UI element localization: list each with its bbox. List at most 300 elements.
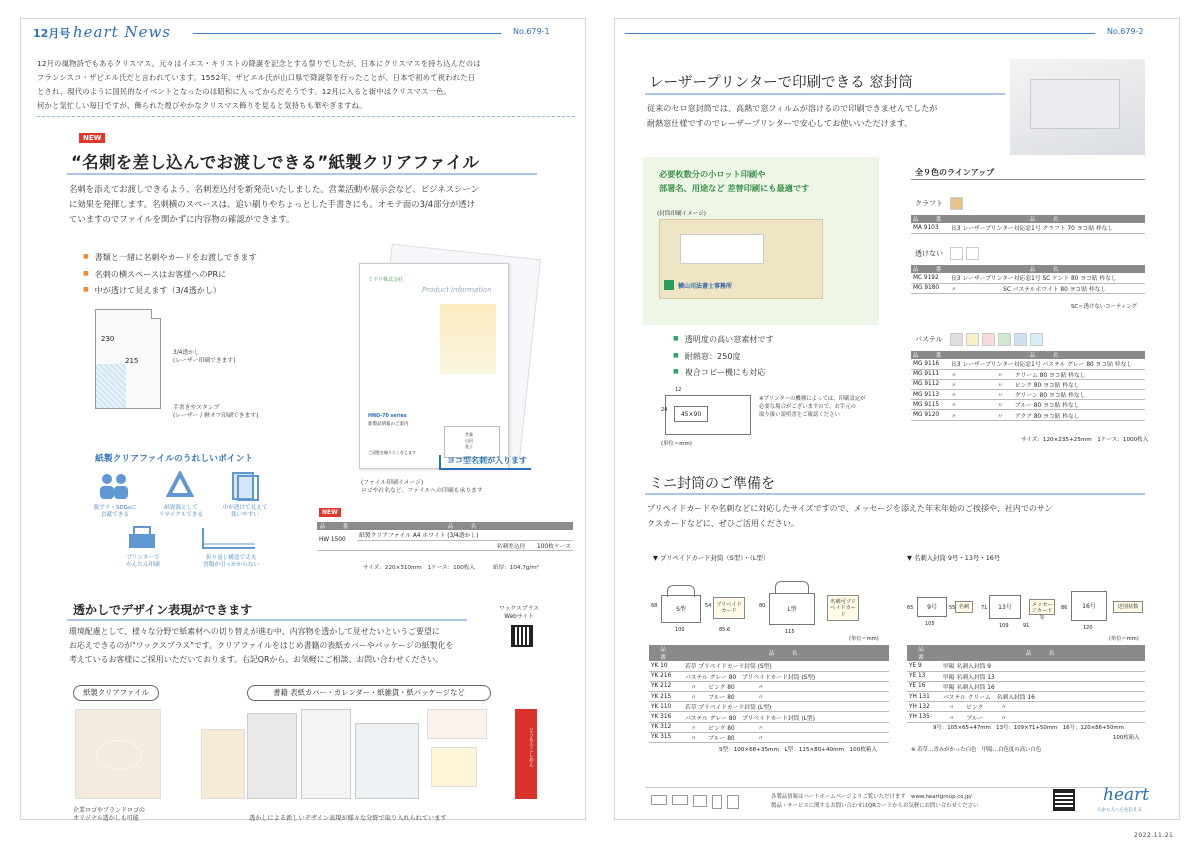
w9: 105 (925, 621, 935, 627)
table-row (649, 732, 889, 742)
lineup-rule (911, 179, 1145, 180)
table-row (911, 390, 1145, 400)
table-row (907, 702, 1145, 712)
table-row (649, 722, 889, 732)
card-label: メッセージカード等 (1031, 602, 1053, 621)
product-name: パステル グレー 80 プリペイドカード封筒 (L型) (683, 712, 889, 722)
product-code: YK 315 (649, 732, 683, 742)
product-name: パステル クリーム 名刺入封筒 16 (941, 692, 1145, 702)
product-name: 長3 レーザープリンター対応窓1号 SC ケント 80 ヨコ貼 枠なし (949, 273, 1145, 283)
product-name: 長3 レーザープリンター対応窓1号 クラフト 70 ヨコ貼 枠なし (949, 223, 1145, 233)
product-code: MG 9120 (911, 410, 949, 420)
in13: 91 (1023, 623, 1030, 629)
table-row (911, 400, 1145, 410)
clear-file-photo (75, 709, 161, 799)
page-number: No.679-2 (1107, 27, 1144, 36)
mock-series: HNO-70 series (368, 414, 407, 419)
envelope-icon (651, 795, 667, 805)
printer-photo (1010, 59, 1145, 155)
s-height: 68 (651, 603, 658, 609)
product-code: YK 316 (649, 712, 683, 722)
caption-line: 折り返し構造で丈夫 (205, 555, 257, 561)
card-label: 名刺 (958, 604, 970, 610)
table-row (317, 530, 573, 540)
l-height: 80 (759, 603, 766, 609)
card-box (827, 595, 859, 621)
green-swatch (998, 333, 1011, 346)
product-name: 甲陽 名刺入封筒 9 (941, 661, 1145, 671)
white-swatch (950, 247, 963, 260)
window-diagram (665, 395, 751, 435)
product-name: 若草 プリペイドカード封筒 (L型) (683, 702, 889, 712)
product-name: 〃 ピンク 80 〃 (683, 722, 889, 732)
product-code: YK 212 (649, 681, 683, 691)
h16: 86 (1061, 605, 1068, 611)
product-name: 〃 〃 ブルー 80 ヨコ貼 枠なし (949, 400, 1145, 410)
title-underline (645, 493, 1145, 495)
product-code: YK 10 (649, 661, 683, 671)
card-line: 花子 (465, 444, 473, 449)
table-header: 品 番 (912, 353, 948, 359)
heart-logo: heart (1103, 785, 1150, 805)
product-code: MG 9115 (911, 400, 949, 410)
product-photo-1 (201, 729, 245, 799)
pastel-table (911, 351, 1145, 421)
envelope-label: L型 (787, 606, 797, 613)
caption-line: 貢献できる (101, 512, 129, 518)
file-mock (359, 263, 509, 469)
caption-line: 脱プラ・SDGsに (93, 505, 137, 511)
points-title: 紙製クリアファイルのうれしいポイント (95, 454, 254, 464)
table-row (911, 283, 1145, 293)
envelope-window (680, 234, 764, 264)
footer-icons (651, 795, 761, 809)
point-caption (111, 555, 175, 569)
label-line: Webサイト (504, 614, 534, 620)
new-badge: NEW (319, 508, 341, 517)
pastel-spec: サイズ：120×235+25mm 1ケース：1000枚入 (1021, 437, 1149, 443)
diagram-label-1 (173, 349, 236, 365)
note-line: 必要な場合がございますので、お手元の (759, 404, 856, 410)
product-name: 〃 ピンク 〃 (941, 702, 1145, 712)
product-detail (357, 540, 573, 550)
section-title: ミニ封筒のご準備を (649, 476, 775, 492)
table-header: 品 名 (683, 645, 889, 661)
people-icon (97, 471, 131, 501)
card-box (955, 601, 973, 613)
caption-line: (ファイル印刷イメージ) (361, 480, 424, 486)
table-row (907, 681, 1145, 691)
recycle-icon (163, 471, 197, 501)
kraft-label (915, 197, 966, 210)
lead-line: お応えできるのが"ワックスプラス"です。クリアファイルをはじめ書籍の表紙カバーやパッケージの紙製化を (69, 641, 454, 650)
table-row (907, 661, 1145, 671)
mock-photo (440, 304, 496, 374)
product-code: MG 9111 (911, 369, 949, 379)
product-code: YH 131 (907, 692, 941, 702)
table-row (649, 712, 889, 722)
h9: 65 (907, 605, 914, 611)
category-pill: 紙製クリアファイル (73, 685, 159, 701)
lead-line: ていますのでファイルを開かずに内容物の確認ができます。 (69, 214, 295, 224)
card-box (1113, 601, 1143, 613)
page-1 (20, 18, 586, 820)
table-row (911, 273, 1145, 283)
product-name: 〃 〃 クリーム 80 ヨコ貼 枠なし (949, 369, 1145, 379)
label-line: 手書きやスタンプ (173, 405, 220, 411)
opaque-table (911, 265, 1145, 294)
product-name: 若草 プリペイドカード封筒 (S型) (683, 661, 889, 671)
table-row (649, 692, 889, 702)
label-line: (レーザー / 軽オフ印刷できます) (173, 413, 259, 419)
lead-line: 環境配慮として、様々な分野で紙素材への切り替えが進む中、内容物を透かして見せたいというご要望に (69, 627, 440, 636)
envelope-label: 9号 (927, 604, 937, 611)
envelope-logo (664, 280, 674, 290)
pastel-label (915, 333, 1046, 346)
l-width: 115 (785, 629, 795, 635)
product-name: 〃 〃 グリーン 80 ヨコ貼 枠なし (949, 390, 1145, 400)
table-row (649, 671, 889, 681)
small-lot-text (659, 167, 809, 195)
product-photo-3 (301, 709, 351, 799)
lead-line: クスカードなどに、ぜひご活用ください。 (647, 519, 799, 528)
table-row (649, 661, 889, 671)
caption-line: プリンターで (126, 555, 160, 561)
feature-item: ■ 書類と一緒に名刺やカードをお渡しできます (83, 249, 257, 266)
product-name: 〃 ブルー 80 〃 (683, 732, 889, 742)
in9: 55 (949, 605, 956, 611)
fold-icon (199, 524, 259, 554)
unit-label: (単位＝mm) (1109, 636, 1139, 642)
product-code: YH 135 (907, 712, 941, 722)
cream-swatch (966, 333, 979, 346)
qr-code[interactable] (511, 625, 533, 647)
mock-sub: 新製品情報のご案内 (368, 422, 409, 427)
mail-icon (672, 795, 688, 805)
printer-body (1030, 79, 1120, 129)
article-lead (69, 182, 569, 227)
table-header: 品 番 (907, 645, 941, 661)
l-envelope (769, 593, 815, 625)
product-code: YK 216 (649, 671, 683, 681)
envelope-9 (917, 597, 947, 617)
w13: 109 (999, 623, 1009, 629)
note-line: 取り扱い説明書をご確認ください (759, 412, 840, 418)
text-line: 必要枚数分の小ロット印刷や (659, 169, 766, 179)
printer-icon (125, 524, 159, 554)
table-row (907, 712, 1145, 722)
prepaid-spec: S型：100×68+35mm L型：115×80+40mm 100枚箱入 (719, 747, 878, 753)
envelope-image (659, 219, 823, 299)
point-caption (149, 505, 213, 519)
table-header: 品 番 (912, 267, 948, 273)
logo-caption (73, 807, 145, 823)
card-line: 山田 (465, 438, 473, 443)
intro-text (37, 57, 577, 113)
intro-line: 何かと気忙しい毎日ですが、飾られた煌びやかなクリスマス飾りを見ると気持ちも華やぎますね。 (37, 101, 367, 110)
h13: 71 (981, 605, 988, 611)
section-title: 透かしでデザイン表現ができます (73, 603, 253, 617)
pink-swatch (982, 333, 995, 346)
footer-rule (645, 787, 1145, 788)
card-height: 54 (705, 603, 712, 609)
feature-item: ■ 耐熱窓：250度 (673, 348, 774, 365)
envelope-16 (1071, 591, 1107, 621)
title-underline (67, 619, 467, 621)
product-name: 〃 ピンク 80 〃 (683, 681, 889, 691)
meishi-spec: 9号：105×65+47mm 13号：109×71+50mm 16号：120×86+50mm (933, 725, 1124, 731)
lineup-title: 全９色のラインアップ (915, 168, 995, 177)
product-name: 長3 レーザープリンター対応窓1号 パステル グレー 80 ヨコ貼 枠なし (949, 359, 1145, 369)
card-slot (96, 364, 126, 408)
mock-business-card (444, 426, 500, 458)
table-row (911, 369, 1145, 379)
product-code: MA 9103 (911, 223, 949, 233)
footer-line: 製品・サービスに関するお問い合わせはQRコードからお気軽にお問い合わせください (771, 803, 979, 809)
product-name: 〃 ブルー 〃 (941, 712, 1145, 722)
w16: 120 (1083, 625, 1093, 631)
table-row (907, 671, 1145, 681)
note-line: ※プリンターの機種によっては、印刷設定が (759, 396, 866, 402)
mock-foot: ご清覧を賜りたく存じます (368, 450, 416, 455)
file-icon (712, 795, 722, 809)
table-header: 品 名 (357, 522, 573, 530)
label-line: 3/4透かし (173, 350, 200, 356)
caption-line: 紙資源として (164, 505, 198, 511)
category-pill: 書籍 表紙カバー・カレンダー・紙雑貨・紙パッケージなど (247, 685, 491, 701)
sc-note: SC＝透けないコーティング (1071, 304, 1137, 310)
opaque-label (915, 247, 982, 260)
feature-item: ■ 名刺の横スペースはお客様へのPRに (83, 266, 257, 283)
product-name: 紙製クリアファイル A4 ホワイト (3/4透かし) (357, 530, 573, 540)
unit-label: (単位＝mm) (849, 636, 879, 642)
text-line: 部署名、用途など 差替印刷にも最適です (659, 183, 810, 193)
product-name: 甲陽 名刺入封筒 16 (941, 681, 1145, 691)
envelope-company: 横山司法書士事務所 (678, 283, 733, 290)
feature-item: ■ 中が透けて見えます（3/4透かし） (83, 282, 257, 299)
table-row (911, 359, 1145, 369)
product-photo-5 (427, 709, 487, 739)
title-underline (645, 93, 1005, 95)
product-code: YE 9 (907, 661, 941, 671)
footer-line: 各製品情報はハートホームページよりご覧いただけます www.heartgroup.co.jp/ (771, 794, 972, 800)
lead-line: に効果を発揮します。名刺横のスペースは、追い刷りやちょっとした手書きにも。オモテ面の3/4部分が透け (69, 199, 476, 209)
card-box (713, 597, 745, 619)
table-row (649, 702, 889, 712)
table-row (911, 410, 1145, 420)
white-swatch (966, 247, 979, 260)
window-side: 24 (661, 407, 668, 413)
color-name: パステル (915, 335, 943, 344)
footer-text (771, 793, 978, 811)
product-table (317, 522, 573, 551)
table-header: 品 名 (949, 265, 1145, 273)
table-header: 品 番 (912, 217, 948, 223)
box-icon (693, 795, 707, 807)
l-flap (775, 581, 809, 594)
meishi-note: ※ 若草…青みがかった白色 甲陽…白色度の高い白色 (911, 747, 1042, 753)
product-code: YH 132 (907, 702, 941, 712)
feature-list (83, 249, 257, 299)
prepaid-table (649, 645, 889, 743)
lead-line: 考えているお客様にご採用いただいております。右記QRから、お気軽にご相談、お問い合わせください。 (69, 655, 444, 664)
label-line: ワックスプラス (499, 606, 540, 612)
product-name: 〃 〃 ピンク 80 ヨコ貼 枠なし (949, 379, 1145, 389)
product-code: YK 110 (649, 702, 683, 712)
point-caption (83, 505, 147, 519)
header-rule (193, 33, 501, 34)
insert-label: 名刺差込付 (496, 543, 526, 550)
lead-line: 耐熱窓仕様ですのでレーザープリンターで安心してお使いいただけます。 (647, 118, 913, 128)
table-header: 品 名 (949, 351, 1145, 359)
envelope-label: S型 (676, 606, 686, 613)
print-panel (643, 157, 879, 325)
new-badge: NEW (79, 133, 105, 143)
caption-line: オリジナル透かしも可能 (73, 815, 139, 822)
issue-month: 12月号 (33, 27, 71, 40)
card-label: 送別状数 (1117, 604, 1139, 610)
product-code: MG 9116 (911, 359, 949, 369)
card-label: プリペイドカード (716, 602, 742, 615)
table-header: 品 番 (317, 522, 357, 530)
header-rule (625, 33, 1095, 34)
page-number: No.679-1 (513, 27, 550, 36)
product-code: YE 13 (907, 671, 941, 681)
product-code: MG 9112 (911, 379, 949, 389)
unit-label: (単位＝mm) (661, 441, 692, 447)
feature-item: ■ 複合コピー機にも対応 (673, 364, 774, 381)
watermark-lead (69, 625, 509, 667)
product-photo-6 (431, 747, 477, 787)
mock-header: Product Information (422, 286, 492, 294)
feature-list (673, 331, 774, 381)
diagram-label-2 (173, 404, 258, 420)
intro-line: とされ、現代のように国民的なイベントとなったのは昭和に入ってからだそうです。12月に入ると街中はクリスマス一色。 (37, 87, 452, 96)
s-width: 100 (675, 627, 685, 633)
product-code: MG 9113 (911, 390, 949, 400)
caption-line: リサイクルできる (159, 512, 203, 518)
prepaid-title: ▼ プリペイドカード封筒（S型）・（L型） (653, 554, 770, 562)
tagline: 人から人へ心を伝える (1097, 808, 1142, 813)
gray-swatch (950, 333, 963, 346)
product-name: 〃 〃 アクア 80 ヨコ貼 枠なし (949, 410, 1145, 420)
kraft-swatch (950, 197, 963, 210)
product-name: パステル グレー 80 プリペイドカード封筒 (S型) (683, 671, 889, 681)
card-width: 85.6 (719, 627, 731, 633)
caption-line: かんたん印刷 (126, 562, 160, 568)
mini-lead (647, 501, 1052, 531)
card-label: 名刺可プリペイドカード (830, 599, 856, 618)
mock-company: ミドリ株式会社 (368, 277, 404, 283)
width-dim: 215 (125, 357, 139, 365)
newsletter-logo: heart News (73, 23, 171, 41)
product-code: MC 9192 (911, 273, 949, 283)
file-caption (361, 479, 483, 495)
lead-line: プリペイドカードや名刺などに対応したサイズですので、メッセージを添えた年末年始のご挨拶や、社内でのサン (647, 504, 1053, 513)
wax-site-label (499, 605, 539, 621)
product-code: MG 9180 (911, 283, 949, 293)
product-code: HW 1500 (317, 530, 357, 550)
bottom-caption: 透かしによる新しいデザイン表現が様々な分野で取り入れられています (249, 815, 447, 822)
watermark-logo (96, 740, 142, 770)
intro-divider (37, 116, 575, 117)
window-top: 12 (675, 387, 682, 393)
table-row (907, 692, 1145, 702)
product-name: 〃 ブルー 80 〃 (683, 692, 889, 702)
product-photo-7 (515, 709, 537, 799)
issue-date: 2022.11.21 (1134, 832, 1174, 839)
qr-code[interactable] (1053, 789, 1075, 811)
caption-line: 使いやすい (231, 512, 259, 518)
envelope-label: 13号 (998, 604, 1012, 611)
kraft-table (911, 215, 1145, 234)
caption-line: 企業ロゴやブランドロゴの (73, 807, 146, 814)
aqua-swatch (1030, 333, 1043, 346)
product-spec: サイズ：220×310mm 1ケース：100枚入 (363, 565, 475, 571)
lead-line: 従来のセロ窓封筒では、高熱で窓フィルムが溶けるので印刷できませんでしたが (647, 103, 938, 113)
table-header: 品 番 (649, 645, 683, 661)
blue-swatch (1014, 333, 1027, 346)
product-qty: 100枚ケース (537, 543, 571, 550)
document-icon (227, 471, 261, 501)
corner-notch (151, 309, 161, 319)
intro-line: 12月の風物詩でもあるクリスマス。元々はイエス・キリストの降誕を記念とする祭りでしたが、日本にクリスマスを持ち込んだのは (37, 59, 481, 68)
color-name: クラフト (915, 199, 943, 208)
printer-note (759, 395, 866, 419)
table-row (911, 223, 1145, 233)
s-flap (667, 585, 695, 597)
product-code: YE 16 (907, 681, 941, 691)
table-header: 品 名 (941, 645, 1145, 661)
feature-item: ■ 透明度の高い窓素材です (673, 331, 774, 348)
meishi-title: ▼ 名刺入封筒 9号・13号・16号 (907, 554, 1001, 562)
yoko-callout: ヨコ型名刺が入ります (439, 455, 531, 470)
intro-line: フランシスコ・ザビエル氏だと言われています。1552年、ザビエル氏が山口県で降誕祭を行ったことが、日本で初めて祝われた日 (37, 73, 476, 82)
point-caption (191, 555, 271, 569)
article-title: レーザープリンターで印刷できる 窓封筒 (649, 75, 913, 91)
page-2 (614, 18, 1180, 820)
envelope-13 (989, 595, 1021, 619)
lead-line: 名刺を添えてお渡しできるよう、名刺差込付を新発売いたしました。営業活動や展示会など、ビジネスシーン (69, 184, 479, 194)
product-name: 〃 SC パステルホワイト 80 ヨコ貼 枠なし (949, 283, 1145, 293)
envelope-label: 16号 (1082, 603, 1096, 610)
product-photo-4 (355, 723, 419, 799)
s-envelope (661, 595, 701, 623)
caption-line: ロゴや社名など、ファイルへの印刷も承ります (361, 488, 483, 494)
color-name: 透けない (915, 249, 943, 258)
caption-line: 中が透けて見えて (222, 505, 268, 511)
card-box (1029, 599, 1055, 621)
print-image-label: (封筒印刷イメージ) (657, 211, 706, 217)
point-caption (213, 505, 277, 519)
height-dim: 230 (101, 335, 115, 343)
meishi-table (907, 645, 1145, 723)
article-title: “名刺を差し込んでお渡しできる”紙製クリアファイル (71, 153, 480, 172)
product-photo-2 (247, 713, 297, 799)
card-line: 営業 (465, 432, 473, 437)
caption-line: 書類が引っかからない (203, 562, 259, 568)
folder-icon (727, 795, 739, 809)
table-header: 品 名 (949, 215, 1145, 223)
article-lead (647, 101, 937, 131)
product-code: YK 312 (649, 722, 683, 732)
product-weight: 紙厚：104.7g/m² (493, 565, 539, 571)
table-row (649, 681, 889, 691)
meishi-spec-2: 100枚箱入 (1113, 735, 1140, 741)
table-row (911, 379, 1145, 389)
product-code: YK 215 (649, 692, 683, 702)
product-label: とうもろこしめん (528, 727, 534, 767)
